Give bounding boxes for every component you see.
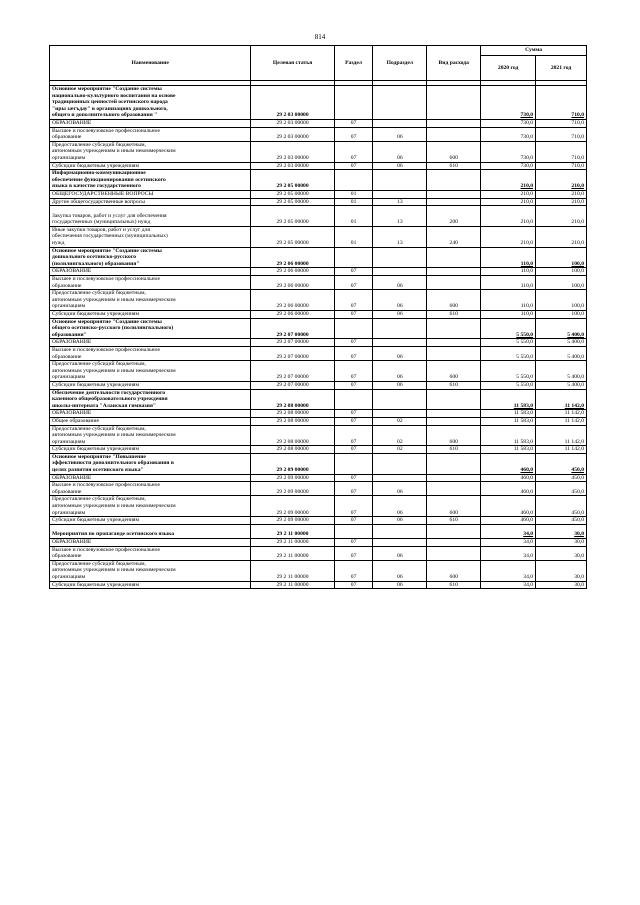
cell-section: 07 xyxy=(334,517,373,525)
cell-sum-2021: 210,0 xyxy=(536,226,587,247)
cell-sum-2021: 30,0 xyxy=(536,560,587,581)
cell-section: 07 xyxy=(334,410,373,418)
header-subsection: Подраздел xyxy=(373,46,427,81)
table-body xyxy=(50,81,587,589)
cell-name: Высшее и послевузовское профессиональное образование xyxy=(50,482,251,496)
table-row xyxy=(50,524,587,538)
cell-section: 07 xyxy=(334,539,373,547)
cell-sum-2020: 110,0 xyxy=(481,276,536,290)
cell-sum-2021: 710,0 xyxy=(536,141,587,162)
table-row xyxy=(50,381,587,389)
cell-target-code: 29 2 05 00000 xyxy=(251,198,334,206)
table-row xyxy=(50,190,587,198)
cell-target-code: 29 2 03 00000 xyxy=(251,162,334,170)
cell-target-code: 29 2 08 00000 xyxy=(251,425,334,446)
cell-target-code: 29 2 06 00000 xyxy=(251,276,334,290)
cell-name: Основное мероприятие "Создание системы дошкольного осетинско-русского (полилингвального) образования" xyxy=(50,247,251,268)
cell-section xyxy=(334,389,373,410)
cell-expense-type: 600 xyxy=(427,496,481,517)
cell-name: Высшее и послевузовское профессиональное образование xyxy=(50,127,251,141)
table-row xyxy=(50,410,587,418)
cell-subsection xyxy=(373,268,427,276)
cell-expense-type: 610 xyxy=(427,581,481,589)
cell-sum-2020: 34,0 xyxy=(481,539,536,547)
cell-subsection: 02 xyxy=(373,417,427,425)
cell-sum-2020: 460,0 xyxy=(481,474,536,482)
cell-expense-type xyxy=(427,524,481,538)
cell-expense-type: 610 xyxy=(427,517,481,525)
cell-name: Предоставление субсидий бюджетным, автономным учреждениям и иным некоммерческим организациям xyxy=(50,496,251,517)
cell-target-code: 29 2 11 00000 xyxy=(251,524,334,538)
cell-sum-2020: 460,0 xyxy=(481,482,536,496)
cell-target-code: 29 2 03 00000 xyxy=(251,141,334,162)
cell-subsection: 06 xyxy=(373,546,427,560)
cell-sum-2020: 210,0 xyxy=(481,190,536,198)
cell-target-code: 29 2 03 00000 xyxy=(251,86,334,120)
cell-section xyxy=(334,86,373,120)
cell-subsection xyxy=(373,453,427,474)
cell-name: Общее образование xyxy=(50,417,251,425)
cell-section: 07 xyxy=(334,141,373,162)
cell-sum-2020: 11 583,0 xyxy=(481,389,536,410)
cell-expense-type: 600 xyxy=(427,141,481,162)
cell-sum-2020: 210,0 xyxy=(481,198,536,206)
cell-section: 07 xyxy=(334,339,373,347)
cell-sum-2020: 5 550,0 xyxy=(481,339,536,347)
cell-sum-2021: 5 400,0 xyxy=(536,339,587,347)
cell-target-code: 29 2 03 00000 xyxy=(251,119,334,127)
cell-sum-2021: 100,0 xyxy=(536,290,587,311)
cell-target-code: 29 2 05 00000 xyxy=(251,226,334,247)
table-row xyxy=(50,226,587,247)
cell-sum-2020: 110,0 xyxy=(481,311,536,319)
cell-subsection xyxy=(373,410,427,418)
cell-name: ОБЩЕГОСУДАРСТВЕННЫЕ ВОПРОСЫ xyxy=(50,190,251,198)
cell-name: Обеспечение деятельности государственного казенного общеобразовательного учреждения школы-интерната "Аланская гимназия" xyxy=(50,389,251,410)
cell-target-code: 29 2 05 00000 xyxy=(251,190,334,198)
cell-subsection: 06 xyxy=(373,361,427,382)
cell-name: Субсидии бюджетным учреждениям xyxy=(50,446,251,454)
cell-target-code: 29 2 06 00000 xyxy=(251,268,334,276)
table-row xyxy=(50,453,587,474)
cell-section: 07 xyxy=(334,560,373,581)
cell-section xyxy=(334,318,373,339)
cell-subsection: 02 xyxy=(373,446,427,454)
cell-expense-type xyxy=(427,119,481,127)
cell-name: Основное мероприятие "Создание системы общего осетинско-русского (полилингвального) образования" xyxy=(50,318,251,339)
cell-target-code: 29 2 11 00000 xyxy=(251,581,334,589)
cell-sum-2020: 210,0 xyxy=(481,206,536,227)
cell-sum-2021: 30,0 xyxy=(536,524,587,538)
table-row xyxy=(50,425,587,446)
table-row xyxy=(50,517,587,525)
cell-subsection xyxy=(373,389,427,410)
cell-sum-2020: 730,0 xyxy=(481,119,536,127)
cell-section xyxy=(334,247,373,268)
table-row xyxy=(50,276,587,290)
cell-target-code: 29 2 08 00000 xyxy=(251,446,334,454)
cell-name: Высшее и послевузовское профессиональное образование xyxy=(50,546,251,560)
cell-target-code: 29 2 07 00000 xyxy=(251,346,334,360)
cell-subsection: 06 xyxy=(373,517,427,525)
cell-expense-type xyxy=(427,170,481,191)
cell-sum-2021: 100,0 xyxy=(536,311,587,319)
header-year-2020: 2020 год xyxy=(481,56,536,81)
cell-sum-2021: 100,0 xyxy=(536,247,587,268)
cell-subsection: 06 xyxy=(373,141,427,162)
cell-target-code: 29 2 06 00000 xyxy=(251,290,334,311)
table-row xyxy=(50,127,587,141)
cell-expense-type: 600 xyxy=(427,560,481,581)
cell-sum-2020: 34,0 xyxy=(481,560,536,581)
table-row xyxy=(50,539,587,547)
cell-sum-2021: 100,0 xyxy=(536,268,587,276)
cell-sum-2020: 5 550,0 xyxy=(481,318,536,339)
cell-target-code: 29 2 07 00000 xyxy=(251,361,334,382)
cell-section: 07 xyxy=(334,546,373,560)
cell-expense-type xyxy=(427,127,481,141)
cell-name: ОБРАЗОВАНИЕ xyxy=(50,410,251,418)
cell-section: 01 xyxy=(334,206,373,227)
cell-name: Высшее и послевузовское профессиональное образование xyxy=(50,276,251,290)
cell-subsection xyxy=(373,119,427,127)
cell-section xyxy=(334,524,373,538)
table-row xyxy=(50,170,587,191)
cell-subsection: 06 xyxy=(373,560,427,581)
table-row xyxy=(50,198,587,206)
cell-subsection: 13 xyxy=(373,198,427,206)
page-number: 814 xyxy=(314,33,326,41)
cell-section: 07 xyxy=(334,496,373,517)
cell-expense-type: 240 xyxy=(427,226,481,247)
cell-sum-2020: 460,0 xyxy=(481,453,536,474)
cell-sum-2020: 5 550,0 xyxy=(481,381,536,389)
cell-expense-type xyxy=(427,453,481,474)
cell-sum-2021: 5 400,0 xyxy=(536,318,587,339)
cell-expense-type: 610 xyxy=(427,446,481,454)
cell-sum-2021: 710,0 xyxy=(536,86,587,120)
cell-subsection: 06 xyxy=(373,482,427,496)
cell-target-code: 29 2 09 00000 xyxy=(251,517,334,525)
cell-subsection: 02 xyxy=(373,425,427,446)
table-row xyxy=(50,268,587,276)
cell-sum-2020: 460,0 xyxy=(481,517,536,525)
cell-section xyxy=(334,453,373,474)
cell-name: ОБРАЗОВАНИЕ xyxy=(50,339,251,347)
cell-subsection: 13 xyxy=(373,206,427,227)
table-row xyxy=(50,389,587,410)
cell-name: Предоставление субсидий бюджетным, автономным учреждениям и иным некоммерческим организациям xyxy=(50,141,251,162)
cell-sum-2021: 100,0 xyxy=(536,276,587,290)
cell-expense-type xyxy=(427,474,481,482)
table-row xyxy=(50,86,587,120)
cell-section: 07 xyxy=(334,474,373,482)
cell-sum-2021: 11 142,0 xyxy=(536,417,587,425)
cell-subsection xyxy=(373,247,427,268)
cell-expense-type: 610 xyxy=(427,162,481,170)
cell-target-code: 29 2 09 00000 xyxy=(251,482,334,496)
cell-expense-type xyxy=(427,389,481,410)
cell-sum-2020: 730,0 xyxy=(481,162,536,170)
cell-name: Субсидии бюджетным учреждениям xyxy=(50,311,251,319)
cell-sum-2021: 710,0 xyxy=(536,127,587,141)
cell-subsection: 06 xyxy=(373,496,427,517)
cell-subsection xyxy=(373,474,427,482)
cell-expense-type xyxy=(427,190,481,198)
cell-sum-2020: 210,0 xyxy=(481,226,536,247)
cell-target-code: 29 2 06 00000 xyxy=(251,311,334,319)
cell-name: Предоставление субсидий бюджетным, автономным учреждениям и иным некоммерческим организациям xyxy=(50,361,251,382)
cell-subsection: 06 xyxy=(373,346,427,360)
cell-target-code: 29 2 11 00000 xyxy=(251,546,334,560)
cell-subsection xyxy=(373,170,427,191)
cell-name: Основное мероприятие "Повышение эффективности дополнительного образования в целях развития осетинского языка" xyxy=(50,453,251,474)
cell-target-code: 29 2 09 00000 xyxy=(251,453,334,474)
header-year-2021: 2021 год xyxy=(536,56,587,81)
cell-target-code: 29 2 11 00000 xyxy=(251,539,334,547)
cell-name: ОБРАЗОВАНИЕ xyxy=(50,474,251,482)
cell-sum-2020: 730,0 xyxy=(481,86,536,120)
cell-subsection xyxy=(373,190,427,198)
budget-table xyxy=(49,45,587,589)
cell-section: 07 xyxy=(334,276,373,290)
cell-subsection: 06 xyxy=(373,162,427,170)
cell-expense-type xyxy=(427,318,481,339)
cell-sum-2020: 34,0 xyxy=(481,546,536,560)
cell-section: 07 xyxy=(334,381,373,389)
cell-subsection: 06 xyxy=(373,311,427,319)
header-name: Наименование xyxy=(50,46,251,81)
table-row xyxy=(50,546,587,560)
cell-section: 07 xyxy=(334,127,373,141)
cell-name: Иные закупки товаров, работ и услуг для обеспечения государственных (муниципальных) нужд xyxy=(50,226,251,247)
cell-name: Закупка товаров, работ и услуг для обеспечения государственных (муниципальных) нужд xyxy=(50,206,251,227)
cell-expense-type xyxy=(427,417,481,425)
cell-section: 01 xyxy=(334,226,373,247)
table-row xyxy=(50,496,587,517)
cell-target-code: 29 2 05 00000 xyxy=(251,206,334,227)
cell-expense-type xyxy=(427,198,481,206)
cell-sum-2020: 34,0 xyxy=(481,581,536,589)
cell-name: Субсидии бюджетным учреждениям xyxy=(50,162,251,170)
cell-expense-type xyxy=(427,539,481,547)
cell-sum-2021: 450,0 xyxy=(536,482,587,496)
cell-target-code: 29 2 08 00000 xyxy=(251,410,334,418)
cell-expense-type xyxy=(427,268,481,276)
cell-name: Основное мероприятие "Создание системы национально-культурного воспитания на основе традиционных ценностей осетинского народа "иры зæгъдау" в организациях дошкольного, общего и дополнительного образования " xyxy=(50,86,251,120)
cell-section: 01 xyxy=(334,198,373,206)
cell-target-code: 29 2 08 00000 xyxy=(251,417,334,425)
cell-name: ОБРАЗОВАНИЕ xyxy=(50,268,251,276)
cell-subsection: 06 xyxy=(373,381,427,389)
table-row xyxy=(50,361,587,382)
table-row xyxy=(50,482,587,496)
cell-sum-2021: 30,0 xyxy=(536,539,587,547)
cell-expense-type: 610 xyxy=(427,311,481,319)
cell-subsection xyxy=(373,539,427,547)
cell-name: Предоставление субсидий бюджетным, автономным учреждениям и иным некоммерческим организациям xyxy=(50,560,251,581)
cell-section: 07 xyxy=(334,119,373,127)
cell-name: Информационно-коммуникационное обеспечение функционирования осетинского языка в качестве государственного xyxy=(50,170,251,191)
cell-expense-type xyxy=(427,86,481,120)
cell-section: 07 xyxy=(334,425,373,446)
cell-subsection: 06 xyxy=(373,127,427,141)
table-row xyxy=(50,446,587,454)
cell-name: Другие общегосударственные вопросы xyxy=(50,198,251,206)
cell-subsection: 13 xyxy=(373,226,427,247)
cell-sum-2020: 11 583,0 xyxy=(481,446,536,454)
cell-expense-type: 600 xyxy=(427,425,481,446)
cell-sum-2021: 210,0 xyxy=(536,190,587,198)
cell-sum-2020: 730,0 xyxy=(481,141,536,162)
cell-sum-2021: 450,0 xyxy=(536,496,587,517)
table-row xyxy=(50,311,587,319)
cell-expense-type xyxy=(427,339,481,347)
cell-subsection xyxy=(373,524,427,538)
cell-name: Субсидии бюджетным учреждениям xyxy=(50,517,251,525)
cell-sum-2021: 450,0 xyxy=(536,453,587,474)
cell-sum-2021: 30,0 xyxy=(536,581,587,589)
table-row xyxy=(50,417,587,425)
cell-sum-2021: 450,0 xyxy=(536,474,587,482)
cell-target-code: 29 2 08 00000 xyxy=(251,389,334,410)
cell-name: Высшее и послевузовское профессиональное образование xyxy=(50,346,251,360)
cell-section: 01 xyxy=(334,190,373,198)
cell-expense-type xyxy=(427,247,481,268)
table-row xyxy=(50,119,587,127)
cell-target-code: 29 2 09 00000 xyxy=(251,496,334,517)
cell-sum-2021: 11 142,0 xyxy=(536,389,587,410)
cell-expense-type xyxy=(427,482,481,496)
cell-target-code: 29 2 03 00000 xyxy=(251,127,334,141)
cell-sum-2020: 34,0 xyxy=(481,524,536,538)
cell-expense-type xyxy=(427,276,481,290)
table-row xyxy=(50,474,587,482)
cell-subsection: 06 xyxy=(373,276,427,290)
cell-name: ОБРАЗОВАНИЕ xyxy=(50,539,251,547)
cell-sum-2020: 11 583,0 xyxy=(481,425,536,446)
header-section: Раздел xyxy=(334,46,373,81)
cell-expense-type xyxy=(427,546,481,560)
cell-subsection: 06 xyxy=(373,290,427,311)
cell-sum-2021: 5 400,0 xyxy=(536,381,587,389)
cell-sum-2020: 210,0 xyxy=(481,170,536,191)
table-row xyxy=(50,318,587,339)
cell-expense-type: 610 xyxy=(427,381,481,389)
cell-expense-type xyxy=(427,346,481,360)
cell-sum-2021: 5 400,0 xyxy=(536,346,587,360)
cell-subsection xyxy=(373,318,427,339)
cell-section: 07 xyxy=(334,482,373,496)
table-row xyxy=(50,581,587,589)
cell-sum-2021: 710,0 xyxy=(536,162,587,170)
header-sum: Сумма xyxy=(481,46,587,56)
cell-expense-type: 200 xyxy=(427,206,481,227)
cell-sum-2021: 210,0 xyxy=(536,198,587,206)
table-row xyxy=(50,560,587,581)
table-row xyxy=(50,247,587,268)
cell-section: 07 xyxy=(334,417,373,425)
cell-sum-2020: 11 583,0 xyxy=(481,410,536,418)
cell-sum-2020: 5 550,0 xyxy=(481,346,536,360)
cell-subsection: 06 xyxy=(373,581,427,589)
cell-target-code: 29 2 07 00000 xyxy=(251,318,334,339)
cell-section: 07 xyxy=(334,290,373,311)
cell-sum-2021: 710,0 xyxy=(536,119,587,127)
cell-section: 07 xyxy=(334,268,373,276)
cell-sum-2020: 5 550,0 xyxy=(481,361,536,382)
cell-sum-2020: 730,0 xyxy=(481,127,536,141)
cell-target-code: 29 2 07 00000 xyxy=(251,339,334,347)
cell-expense-type: 600 xyxy=(427,361,481,382)
cell-name: Мероприятия по пропаганде осетинского языка xyxy=(50,524,251,538)
cell-sum-2021: 5 400,0 xyxy=(536,361,587,382)
cell-target-code: 29 2 06 00000 xyxy=(251,247,334,268)
cell-section: 07 xyxy=(334,162,373,170)
cell-subsection xyxy=(373,86,427,120)
cell-section: 07 xyxy=(334,581,373,589)
cell-sum-2020: 460,0 xyxy=(481,496,536,517)
table-row xyxy=(50,339,587,347)
cell-target-code: 29 2 11 00000 xyxy=(251,560,334,581)
cell-sum-2021: 11 142,0 xyxy=(536,446,587,454)
cell-sum-2020: 110,0 xyxy=(481,268,536,276)
cell-target-code: 29 2 09 00000 xyxy=(251,474,334,482)
cell-name: ОБРАЗОВАНИЕ xyxy=(50,119,251,127)
cell-expense-type xyxy=(427,410,481,418)
cell-section xyxy=(334,170,373,191)
cell-sum-2021: 11 142,0 xyxy=(536,410,587,418)
cell-sum-2021: 450,0 xyxy=(536,517,587,525)
table-row xyxy=(50,162,587,170)
cell-sum-2020: 110,0 xyxy=(481,247,536,268)
cell-section: 07 xyxy=(334,446,373,454)
cell-sum-2021: 30,0 xyxy=(536,546,587,560)
cell-sum-2020: 110,0 xyxy=(481,290,536,311)
cell-section: 07 xyxy=(334,311,373,319)
table-row xyxy=(50,206,587,227)
cell-name: Субсидии бюджетным учреждениям xyxy=(50,581,251,589)
table-row xyxy=(50,141,587,162)
cell-section: 07 xyxy=(334,346,373,360)
cell-section: 07 xyxy=(334,361,373,382)
cell-sum-2021: 11 142,0 xyxy=(536,425,587,446)
cell-name: Субсидии бюджетным учреждениям xyxy=(50,381,251,389)
cell-target-code: 29 2 05 00000 xyxy=(251,170,334,191)
cell-target-code: 29 2 07 00000 xyxy=(251,381,334,389)
cell-sum-2021: 210,0 xyxy=(536,170,587,191)
header-target: Целевая статья xyxy=(251,46,334,81)
cell-subsection xyxy=(373,339,427,347)
table-row xyxy=(50,346,587,360)
cell-sum-2021: 210,0 xyxy=(536,206,587,227)
table-header xyxy=(50,46,587,81)
cell-expense-type: 600 xyxy=(427,290,481,311)
cell-sum-2020: 11 583,0 xyxy=(481,417,536,425)
table-row xyxy=(50,290,587,311)
cell-name: Предоставление субсидий бюджетным, автономным учреждениям и иным некоммерческим организациям xyxy=(50,290,251,311)
header-expense-type: Вид расхода xyxy=(427,46,481,81)
cell-name: Предоставление субсидий бюджетным, автономным учреждениям и иным некоммерческим организациям xyxy=(50,425,251,446)
